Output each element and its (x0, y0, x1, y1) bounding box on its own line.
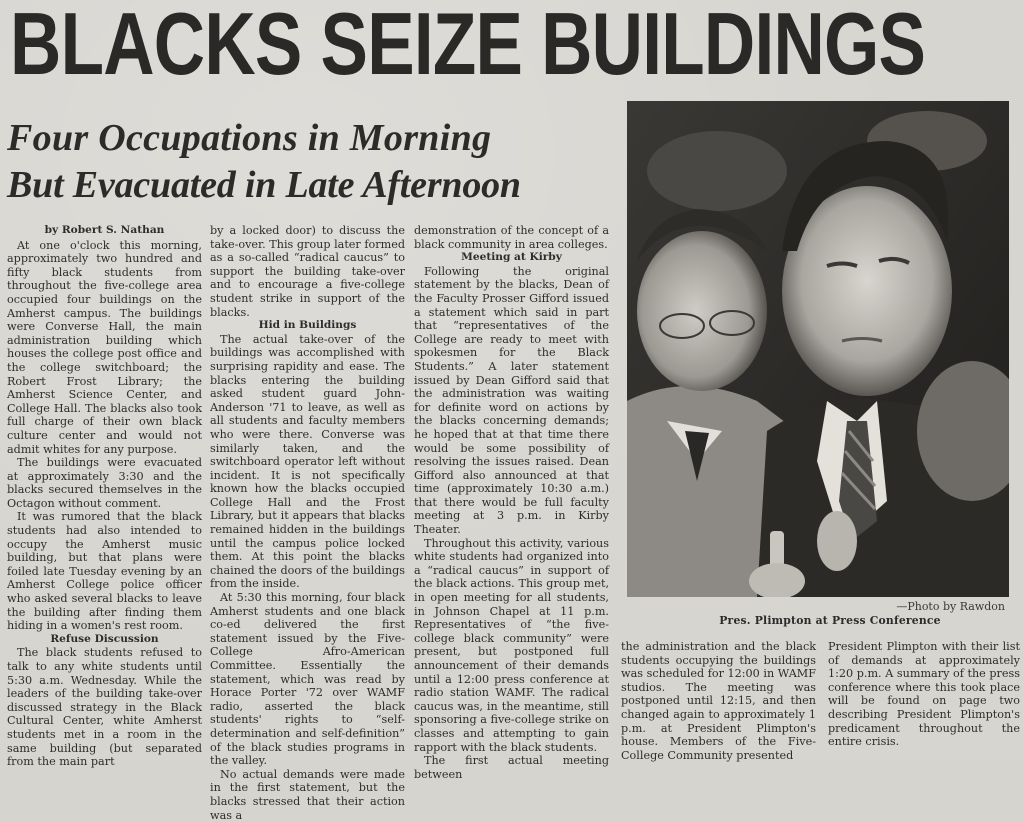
paragraph: At one o'clock this morning, approximately two hundred and fifty black students from throughout the five-college area occupied four buildings on the Amherst campus. The buildings were Converse Hall, the main administration building which houses the college post office and the college switchboard; the Robert Frost Library; the Amherst Science Center, and College Hall. The blacks also took full charge of their own black culture center and would not admit whites for any purpose. (7, 238, 202, 456)
paragraph: Throughout this activity, various white students had organized into a “radical caucus” in support of the black actions. This group met, in open meeting for all students, in Johnson Chapel at 11 p.m. Representatives of “the five-college black community” were present, but postponed full announcement of their demands until a 12:00 press conference at radio station WAMF. The radical caucus was, in the meantime, still sponsoring a five-college strike on classes and attempting to gain rapport with the black students. (414, 536, 609, 754)
photo-credit: —Photo by Rawdon (896, 600, 1005, 613)
section-subhead: Refuse Discussion (50, 632, 159, 645)
section-subhead: Meeting at Kirby (461, 251, 562, 264)
paragraph: It was rumored that the black students had also intended to occupy the Amherst music building, but that plans were foiled late Tuesday evening by an Amherst College police officer who asked several blacks to leave the building after finding them hiding in a women's rest room. (7, 510, 202, 633)
paragraph: The buildings were evacuated at approximately 3:30 and the blacks secured themselves in the Octagon without comment. (7, 456, 202, 510)
article-column-1 (7, 224, 202, 769)
byline: by Robert S. Nathan (44, 224, 165, 236)
headline (10, 0, 926, 94)
article-column-2 (210, 224, 405, 822)
paragraph: demonstration of the concept of a black community in area colleges. (414, 224, 609, 251)
paragraph: At 5:30 this morning, four black Amherst students and one black co-ed delivered the first statement issued by the Five-College Afro-American Committee. Essentially the statement, which was read by Horace Porter '72 over WAMF radio, asserted the black students' rights to “self-determination and self-definition” of the black studies programs in the valley. (210, 591, 405, 768)
photo-caption: Pres. Plimpton at Press Conference (719, 614, 941, 627)
paragraph: The first actual meeting between (414, 754, 609, 781)
subheadline-line-2: But Evacuated in Late Afternoon (7, 164, 521, 206)
paragraph: the administration and the black students occupying the buildings was scheduled for 12:00 in WAMF studios. The meeting was postponed until 12:15, and then changed again to approximately 1 p.m. at President Plimpton's house. Members of the Five-College Community presented (621, 640, 816, 762)
article-column-3 (414, 224, 609, 781)
paragraph: Following the original statement by the blacks, Dean of the Faculty Prosser Gifford issued a statement which said in part that “representatives of the College are ready to meet with spokesmen for the Black Students.” A later statement issued by Dean Gifford said that the administration was waiting for definite word on actions by the blacks concerning demands; he hoped that at that time there would be some possibility of resolving the issues raised. Dean Gifford also announced at that time (approximately 10:30 a.m.) that there would be full faculty meeting at 3 p.m. in Kirby Theater. (414, 264, 609, 537)
article-column-5 (828, 640, 1020, 749)
paragraph: The actual take-over of the buildings was accomplished with surprising rapidity and ease. The blacks entering the building asked student guard John-Anderson '71 to leave, as well as all students and faculty members who were there. Converse was similarly taken, and the switchboard operator left without incident. It is not specifically known how the blacks occupied College Hall and the Frost Library, but it appears that blacks remained hidden in the buildings until the campus police locked them. At this point the blacks chained the doors of the buildings from the inside. (210, 332, 405, 591)
section-subhead: Hid in Buildings (258, 319, 357, 332)
paragraph: The black students refused to talk to any white students until 5:30 a.m. Wednesday. While the leaders of the building take-over discussed strategy in the Black Cultural Center, white Amherst students met in a room in the same building (but separated from the main part (7, 646, 202, 769)
paragraph: No actual demands were made in the first statement, but the blacks stressed that their action was a (210, 767, 405, 822)
photo-image (627, 101, 1009, 597)
subheadline-line-1: Four Occupations in Morning (7, 117, 492, 159)
paragraph: President Plimpton with their list of demands at approximately 1:20 p.m. A summary of the press conference where this took place will be found on page two describing President Plimpton's predicament throughout the entire crisis. (828, 640, 1020, 749)
article-column-4 (621, 640, 816, 762)
paragraph: by a locked door) to discuss the take-over. This group later formed as a so-called “radical caucus” to support the building take-over and to encourage a five-college student strike in support of the blacks. (210, 224, 405, 319)
press-conference-photo (627, 101, 1009, 597)
headline-text: BLACKS SEIZE BUILDINGS (10, 0, 926, 94)
